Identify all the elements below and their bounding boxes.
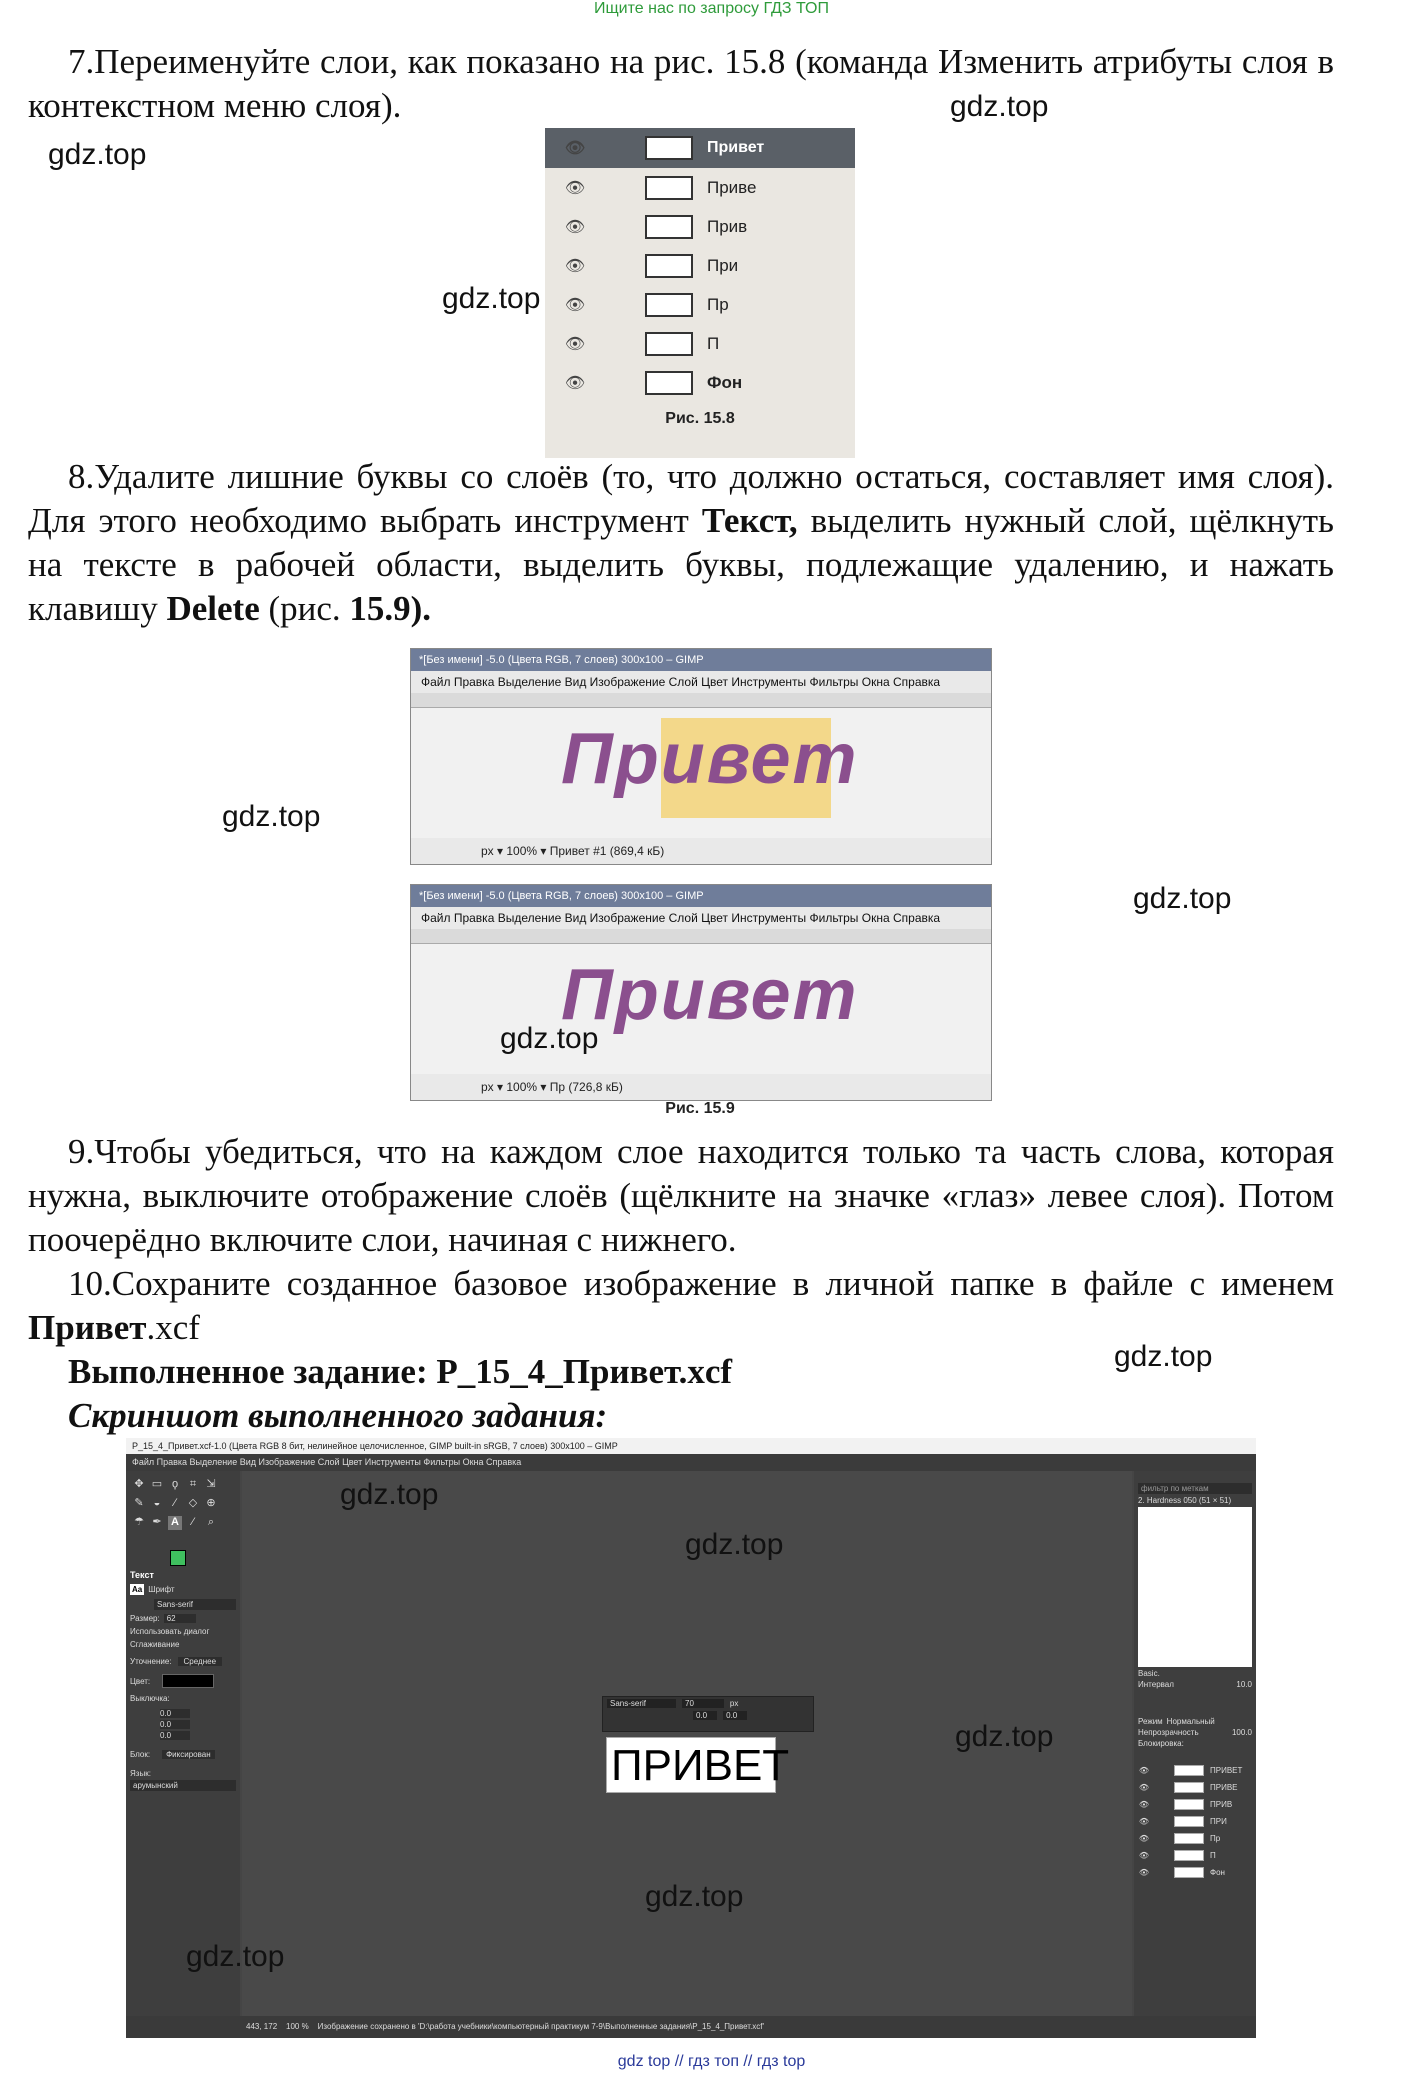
mode-select[interactable]: Нормальный	[1166, 1717, 1215, 1726]
lang-input[interactable]: арумынский	[130, 1780, 236, 1791]
figure-15-8	[545, 128, 855, 458]
hinting-select[interactable]: Среднее	[178, 1657, 222, 1666]
eye-icon[interactable]: 👁	[1138, 1800, 1150, 1809]
color-row	[130, 1674, 236, 1688]
eye-icon: 👁	[564, 257, 586, 275]
top-banner: Ищите нас по запросу ГДЗ ТОП	[594, 0, 829, 17]
done-label: Выполненное задание: Р_15_4_Привет.xcf	[68, 1352, 733, 1391]
step-7: 7.Переименуйте слои, как показано на рис. 15.8 (команда Изменить атрибуты слоя в контекстном меню слоя).	[28, 42, 1334, 125]
zoom-icon[interactable]: ⌕	[207, 1516, 215, 1528]
watermark: gdz.top	[1133, 882, 1232, 915]
watermark: gdz.top	[340, 1478, 439, 1511]
antialias-checkbox[interactable]: Сглаживание	[130, 1640, 180, 1649]
layer-name: Прив	[707, 216, 748, 236]
eye-icon: 👁	[564, 374, 586, 392]
tool-grid	[126, 1471, 240, 1536]
canvas-text[interactable]: ПРИВЕТ	[606, 1737, 776, 1793]
layer-name: ПРИВЕТ	[1210, 1766, 1243, 1775]
layer-name: ПРИВ	[1210, 1800, 1233, 1809]
clone-icon[interactable]: ⊕	[206, 1497, 216, 1509]
lasso-icon[interactable]: ϙ	[171, 1478, 179, 1490]
layer-row[interactable]	[1134, 1796, 1256, 1813]
use-editor-checkbox[interactable]: Использовать диалог	[130, 1627, 210, 1636]
layer-name: Фон	[1210, 1868, 1225, 1877]
rect-select-icon[interactable]: ▭	[151, 1478, 163, 1490]
layer-row	[545, 246, 855, 285]
watermark: gdz.top	[1114, 1340, 1213, 1373]
layer-thumbnail	[645, 332, 693, 356]
watermark: gdz.top	[48, 138, 147, 171]
layer-row[interactable]	[1134, 1813, 1256, 1830]
text-style-row	[603, 1697, 813, 1710]
layer-row	[545, 168, 855, 207]
window-title: *[Без имени] -5.0 (Цвета RGB, 7 слоев) 300x100 – GIMP	[411, 649, 991, 671]
layer-thumbnail	[645, 215, 693, 239]
toolbox	[126, 1471, 240, 2016]
layer-name: Пр	[707, 294, 729, 314]
eraser-icon[interactable]: ◇	[188, 1497, 198, 1509]
font-icon: Aa	[132, 1585, 143, 1594]
overlay-kerning-input[interactable]: 0.0	[723, 1711, 747, 1720]
canvas	[411, 944, 991, 1074]
layer-row[interactable]	[1134, 1830, 1256, 1847]
menu-bar: Файл Правка Выделение Вид Изображение Слой Цвет Инструменты Фильтры Окна Справка	[421, 675, 941, 689]
eye-icon: 👁	[564, 335, 586, 353]
step-8: 8.Удалите лишние буквы со слоёв (то, что должно остаться, составляет имя слоя). Для этого необходимо выбрать инструмент Текст, выделить нужный слой, щёлкнуть на тексте в рабочей области, выделить буквы, подлежащие удалению, и нажать клавишу Delete (рис. 15.9).	[28, 457, 1334, 628]
box-row	[130, 1750, 236, 1759]
watermark: gdz.top	[442, 282, 541, 315]
opacity-label: Непрозрачность	[1138, 1728, 1199, 1737]
box-select[interactable]: Фиксирован	[162, 1750, 215, 1759]
layers-list	[1134, 1762, 1256, 1881]
brush-filter-input[interactable]: фильтр по меткам	[1138, 1483, 1252, 1494]
gimp-window-after	[410, 884, 992, 1101]
size-label: Размер:	[130, 1614, 160, 1623]
smudge-icon[interactable]: ☂	[134, 1516, 144, 1528]
watermark: gdz.top	[186, 1940, 285, 1973]
fg-color-swatch[interactable]	[170, 1550, 186, 1566]
layer-name: П	[1210, 1851, 1216, 1860]
indent-input[interactable]: 0.0	[160, 1709, 190, 1718]
status-bar	[126, 2016, 1256, 2038]
text-color-swatch[interactable]	[162, 1674, 214, 1688]
lang-label: Язык:	[130, 1769, 151, 1778]
letter-spacing-input[interactable]: 0.0	[160, 1731, 190, 1740]
watermark: gdz.top	[685, 1528, 784, 1561]
opacity-value[interactable]: 100.0	[1231, 1728, 1252, 1737]
layer-thumbnail	[645, 136, 693, 160]
eye-icon: 👁	[564, 140, 586, 157]
layer-name: Пр	[1210, 1834, 1221, 1843]
paint-icon[interactable]: ✎	[134, 1497, 144, 1509]
eye-icon[interactable]: 👁	[1138, 1834, 1150, 1843]
layer-row	[545, 207, 855, 246]
overlay-unit-select[interactable]: px	[729, 1699, 739, 1708]
layer-row[interactable]	[1134, 1864, 1256, 1881]
watermark: gdz.top	[950, 90, 1049, 123]
layer-thumbnail	[1174, 1867, 1204, 1878]
layer-row	[545, 363, 855, 402]
layer-name: ПРИВЕ	[1210, 1783, 1238, 1792]
eye-icon[interactable]: 👁	[1138, 1868, 1150, 1877]
layer-name: Приве	[707, 177, 757, 197]
layer-thumbnail	[645, 176, 693, 200]
layer-thumbnail	[1174, 1833, 1204, 1844]
color-label: Цвет:	[130, 1676, 151, 1686]
opacity-row	[1138, 1728, 1252, 1737]
layer-row	[545, 324, 855, 363]
mode-label: Режим	[1138, 1717, 1163, 1726]
overlay-font-input[interactable]: Sans-serif	[607, 1699, 676, 1708]
eye-icon: 👁	[564, 218, 586, 236]
layer-name: Фон	[707, 372, 743, 392]
canvas-text: Привет	[561, 719, 859, 799]
bucket-icon[interactable]: ◒	[153, 1497, 161, 1509]
spacing-value[interactable]: 10.0	[1236, 1680, 1252, 1689]
step-10: 10.Сохраните созданное базовое изображение в личной папке в файле с именем Привет.xcf	[28, 1264, 1334, 1347]
layer-row[interactable]	[1134, 1847, 1256, 1864]
brush-name: 2. Hardness 050 (51 × 51)	[1138, 1496, 1232, 1505]
layer-name: При	[707, 255, 739, 275]
layer-thumbnail	[1174, 1850, 1204, 1861]
layer-thumbnail	[1174, 1799, 1204, 1810]
watermark: gdz.top	[645, 1880, 744, 1913]
spacing-label: Интервал	[1138, 1680, 1174, 1689]
dock-panel	[1134, 1471, 1256, 2016]
layer-row-top	[545, 128, 855, 168]
layer-row[interactable]	[1134, 1762, 1256, 1779]
eye-icon[interactable]: 👁	[1138, 1851, 1150, 1860]
status-message: Изображение сохранено в 'D:\работа учебники\компьютерный практикум 7-9\Выполненные задания\Р_15_4_Привет.xcf'	[317, 2022, 765, 2031]
path-icon[interactable]: ✒	[152, 1516, 162, 1528]
line-spacing-input[interactable]: 0.0	[160, 1720, 190, 1729]
canvas	[411, 708, 991, 838]
picker-icon[interactable]: ⁄	[192, 1516, 194, 1528]
font-row	[130, 1584, 236, 1595]
menu-bar: Файл Правка Выделение Вид Изображение Слой Цвет Инструменты Фильтры Окна Справка	[126, 1454, 1256, 1471]
layer-thumbnail	[645, 371, 693, 395]
figure-caption: Рис. 15.8	[665, 410, 735, 427]
overlay-size-input[interactable]: 70	[682, 1699, 724, 1708]
move-tool-icon[interactable]: ✥	[134, 1478, 144, 1490]
layer-thumbnail	[1174, 1765, 1204, 1776]
size-input[interactable]: 62	[164, 1614, 196, 1623]
spacing-row	[1138, 1680, 1252, 1689]
footer: gdz top // гдз топ // гдз top	[617, 2053, 806, 2070]
window-title: *[Без имени] -5.0 (Цвета RGB, 7 слоев) 300x100 – GIMP	[411, 885, 991, 907]
text-kerning-row	[603, 1710, 813, 1721]
tool-options-title: Текст	[130, 1570, 154, 1580]
window-title: Р_15_4_Привет.xcf-1.0 (Цвета RGB 8 бит, нелинейное целочисленное, GIMP built-in sRGB, 7 слоев) 300x100 – GIMP	[126, 1438, 1256, 1454]
layer-thumbnail	[645, 254, 693, 278]
pointer-coords: 443, 172	[246, 2022, 278, 2031]
font-label: Шрифт	[148, 1585, 175, 1594]
hinting-row	[130, 1657, 236, 1666]
canvas-text: Привет	[561, 955, 859, 1035]
mode-row	[1138, 1717, 1252, 1726]
screenshot-label: Скриншот выполненного задания:	[68, 1396, 608, 1435]
box-label: Блок:	[130, 1750, 151, 1759]
justify-label: Выключка:	[130, 1694, 170, 1703]
overlay-baseline-input[interactable]: 0.0	[693, 1711, 717, 1720]
watermark: gdz.top	[955, 1720, 1054, 1753]
layer-thumbnail	[1174, 1816, 1204, 1827]
eye-icon: 👁	[564, 296, 586, 314]
ruler	[411, 929, 991, 944]
layer-name: П	[707, 333, 720, 353]
text-style-overlay	[602, 1696, 814, 1732]
crop-icon[interactable]: ⌗	[189, 1478, 197, 1490]
eye-icon[interactable]: 👁	[1138, 1817, 1150, 1826]
eye-icon: 👁	[564, 179, 586, 197]
size-row	[130, 1614, 236, 1623]
ruler	[411, 693, 991, 708]
brush-icon[interactable]: ∕	[174, 1497, 176, 1509]
menu-bar: Файл Правка Выделение Вид Изображение Слой Цвет Инструменты Фильтры Окна Справка	[421, 911, 941, 925]
transform-icon[interactable]: ⇲	[206, 1478, 216, 1490]
layer-name: ПРИ	[1210, 1817, 1227, 1826]
eye-icon[interactable]: 👁	[1138, 1783, 1150, 1792]
layer-row[interactable]	[1134, 1779, 1256, 1796]
step-9: 9.Чтобы убедиться, что на каждом слое находится только та часть слова, которая нужна, выключите отображение слоёв (щёлкните на значке «глаз» левее слоя). Потом поочерёдно включите слои, начиная с нижнего.	[28, 1132, 1334, 1259]
layer-thumbnail	[645, 293, 693, 317]
layer-name: Привет	[707, 139, 765, 156]
font-input[interactable]: Sans-serif	[154, 1599, 236, 1610]
status-bar: px ▾ 100% ▾ Пр (726,8 кБ)	[481, 1080, 623, 1094]
figure-caption: Рис. 15.9	[665, 1100, 735, 1117]
brush-tag: Basic.	[1138, 1669, 1160, 1678]
hinting-label: Уточнение:	[130, 1657, 172, 1666]
watermark: gdz.top	[500, 1022, 599, 1055]
layer-row	[545, 285, 855, 324]
lock-label: Блокировка:	[1138, 1739, 1184, 1748]
layer-thumbnail	[1174, 1782, 1204, 1793]
zoom-select[interactable]: 100 %	[286, 2022, 309, 2031]
watermark: gdz.top	[222, 800, 321, 833]
status-bar: px ▾ 100% ▾ Привет #1 (869,4 кБ)	[481, 844, 665, 858]
eye-icon[interactable]: 👁	[1138, 1766, 1150, 1775]
gimp-window-before	[410, 648, 992, 865]
brush-grid[interactable]	[1138, 1507, 1252, 1667]
text-tool-icon[interactable]: A	[168, 1516, 182, 1530]
